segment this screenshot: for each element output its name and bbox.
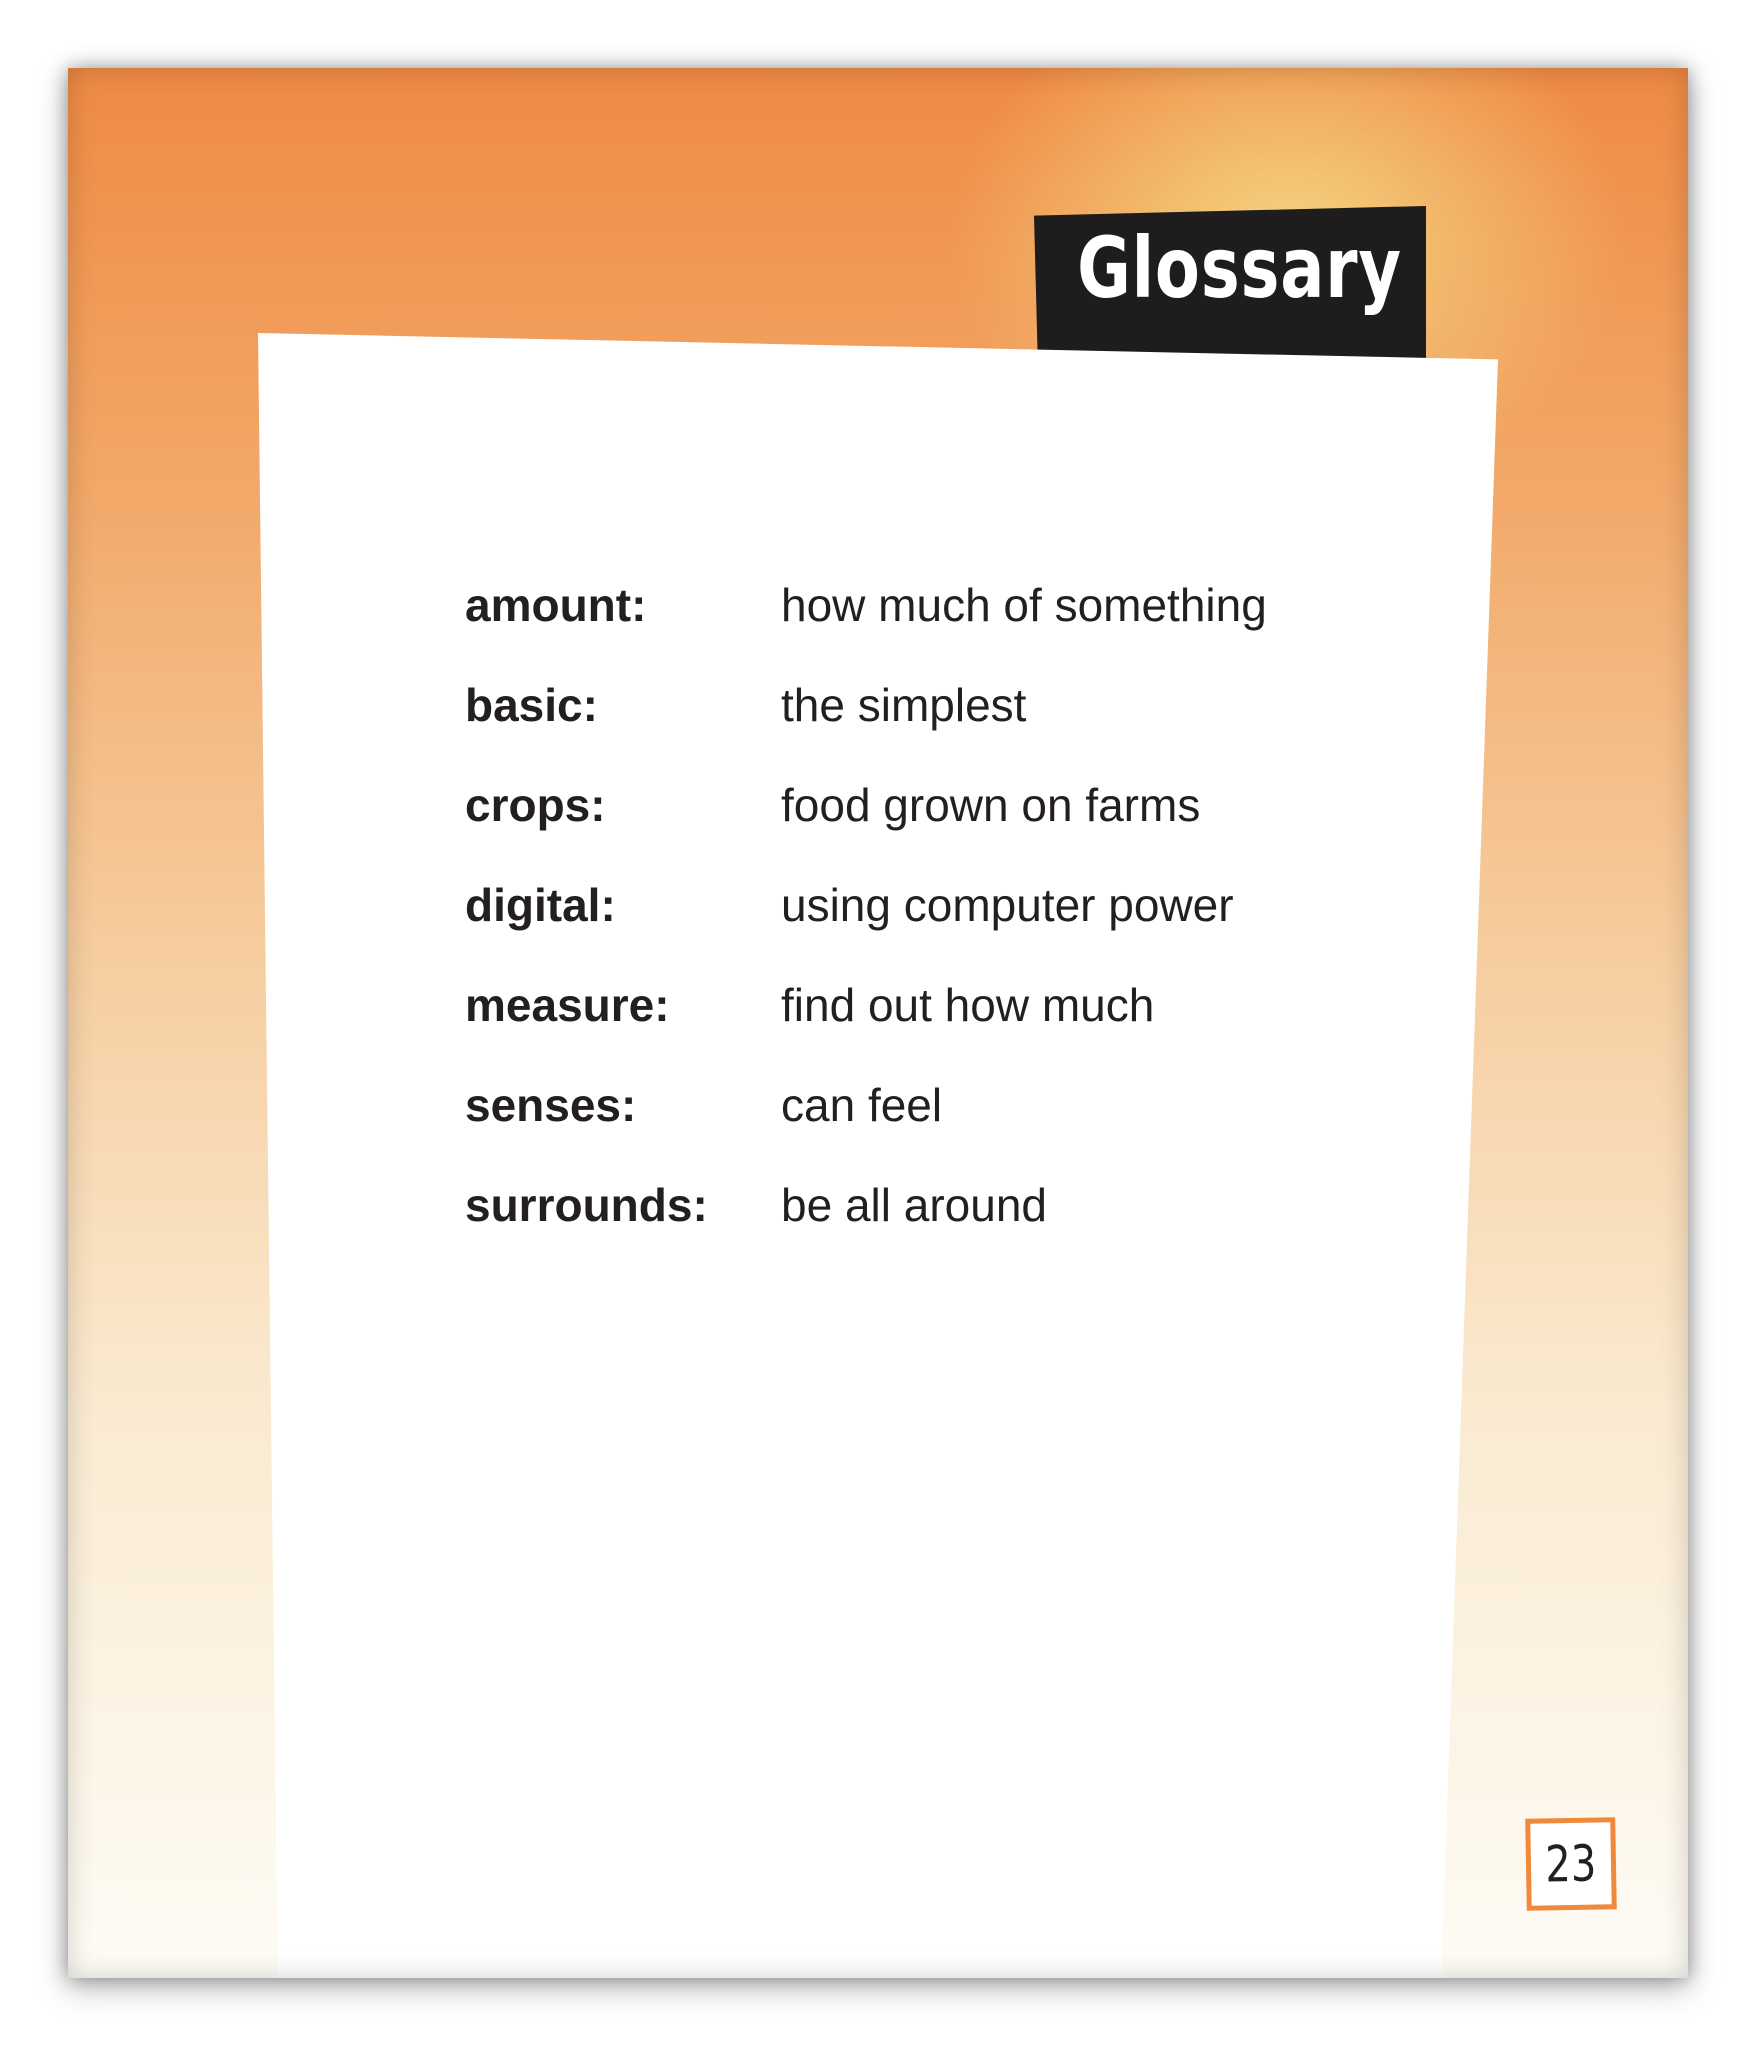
glossary-entry [465, 1078, 1365, 1178]
glossary-list [465, 578, 1365, 1278]
book-page [68, 68, 1688, 1978]
glossary-term: crops: [465, 779, 606, 831]
glossary-entry [465, 778, 1365, 878]
glossary-term: basic: [465, 679, 598, 731]
glossary-term: amount: [465, 579, 647, 631]
glossary-definition: can feel [781, 1079, 943, 1131]
glossary-term: surrounds: [465, 1179, 708, 1231]
page-number-box [1525, 1817, 1617, 1911]
glossary-definition: the simplest [781, 679, 1027, 731]
glossary-definition: food grown on farms [781, 779, 1201, 831]
glossary-entry [465, 878, 1365, 978]
glossary-entry [465, 1178, 1365, 1278]
glossary-definition: using computer power [781, 879, 1234, 931]
page-title: Glossary [1077, 219, 1402, 317]
glossary-entry [465, 978, 1365, 1078]
glossary-term: measure: [465, 979, 670, 1031]
glossary-term: senses: [465, 1079, 637, 1131]
glossary-definition: how much of something [781, 579, 1267, 631]
glossary-entry [465, 678, 1365, 778]
glossary-entry [465, 578, 1365, 678]
glossary-term: digital: [465, 879, 616, 931]
glossary-definition: find out how much [781, 979, 1155, 1031]
glossary-definition: be all around [781, 1179, 1047, 1231]
page-number: 23 [1545, 1834, 1597, 1894]
